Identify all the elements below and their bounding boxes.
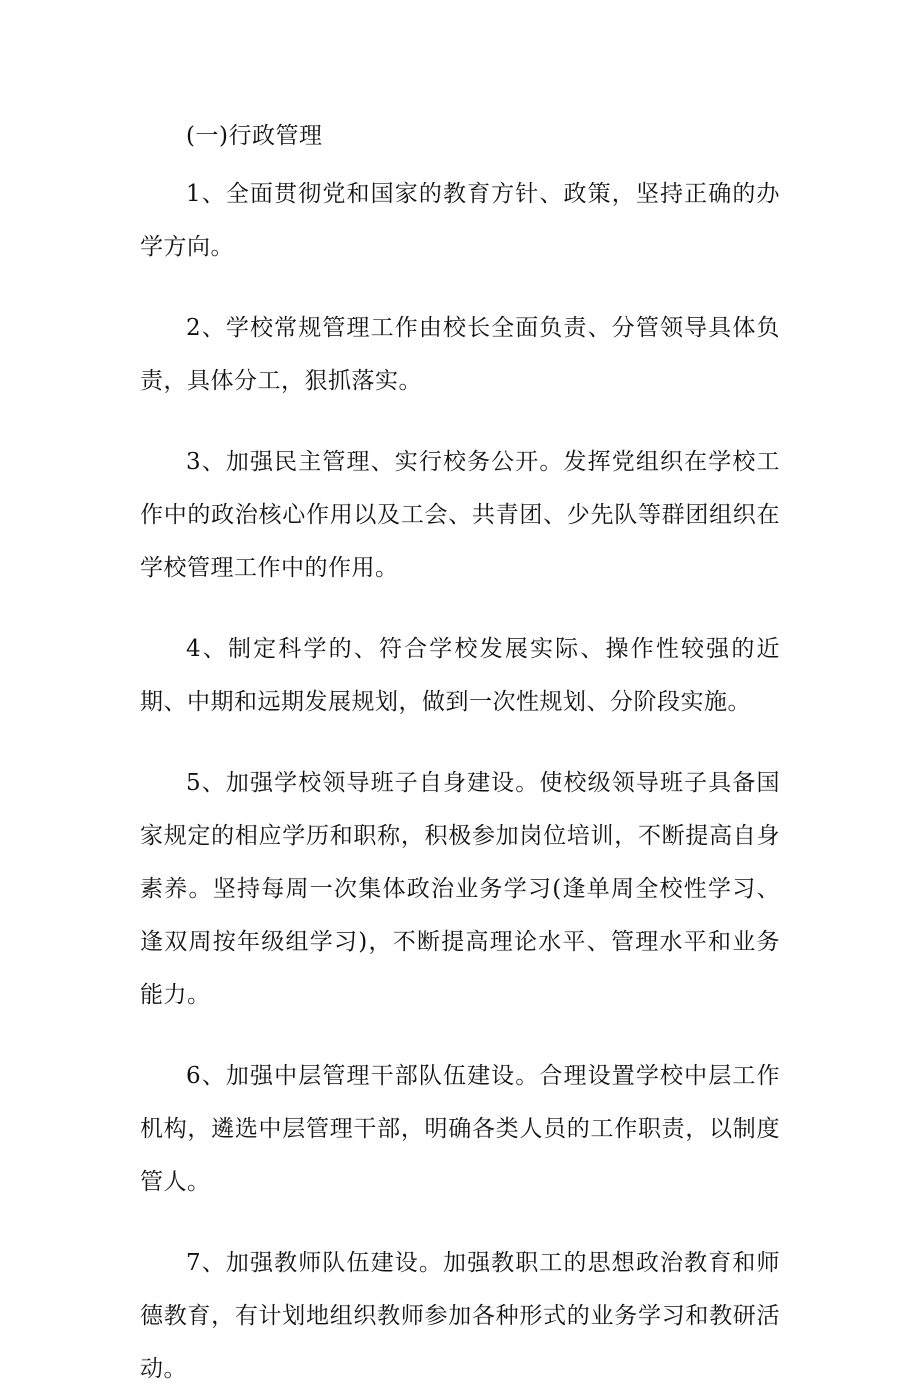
- section-heading: (一)行政管理: [186, 123, 323, 149]
- paragraph-1: 1、全面贯彻党和国家的教育方针、政策，坚持正确的办学方向。: [140, 181, 780, 260]
- paragraph-3: 3、加强民主管理、实行校务公开。发挥党组织在学校工作中的政治核心作用以及工会、共青团、少先队等群团组织在学校管理工作中的作用。: [140, 449, 780, 581]
- paragraph-4: 4、制定科学的、符合学校发展实际、操作性较强的近期、中期和远期发展规划，做到一次性规划、分阶段实施。: [140, 636, 780, 715]
- paragraph-2: 2、学校常规管理工作由校长全面负责、分管领导具体负责，具体分工，狠抓落实。: [140, 315, 780, 394]
- paragraph-6: 6、加强中层管理干部队伍建设。合理设置学校中层工作机构，遴选中层管理干部，明确各类人员的工作职责，以制度管人。: [140, 1063, 780, 1195]
- document-body: [140, 116, 780, 1396]
- paragraph-5: 5、加强学校领导班子自身建设。使校级领导班子具备国家规定的相应学历和职称，积极参加岗位培训，不断提高自身素养。坚持每周一次集体政治业务学习(逢单周全校性学习、逢双周按年级组学习)，不断提高理论水平、管理水平和业务能力。: [140, 770, 780, 1008]
- paragraph-7: 7、加强教师队伍建设。加强教职工的思想政治教育和师德教育，有计划地组织教师参加各种形式的业务学习和教研活动。: [140, 1250, 780, 1382]
